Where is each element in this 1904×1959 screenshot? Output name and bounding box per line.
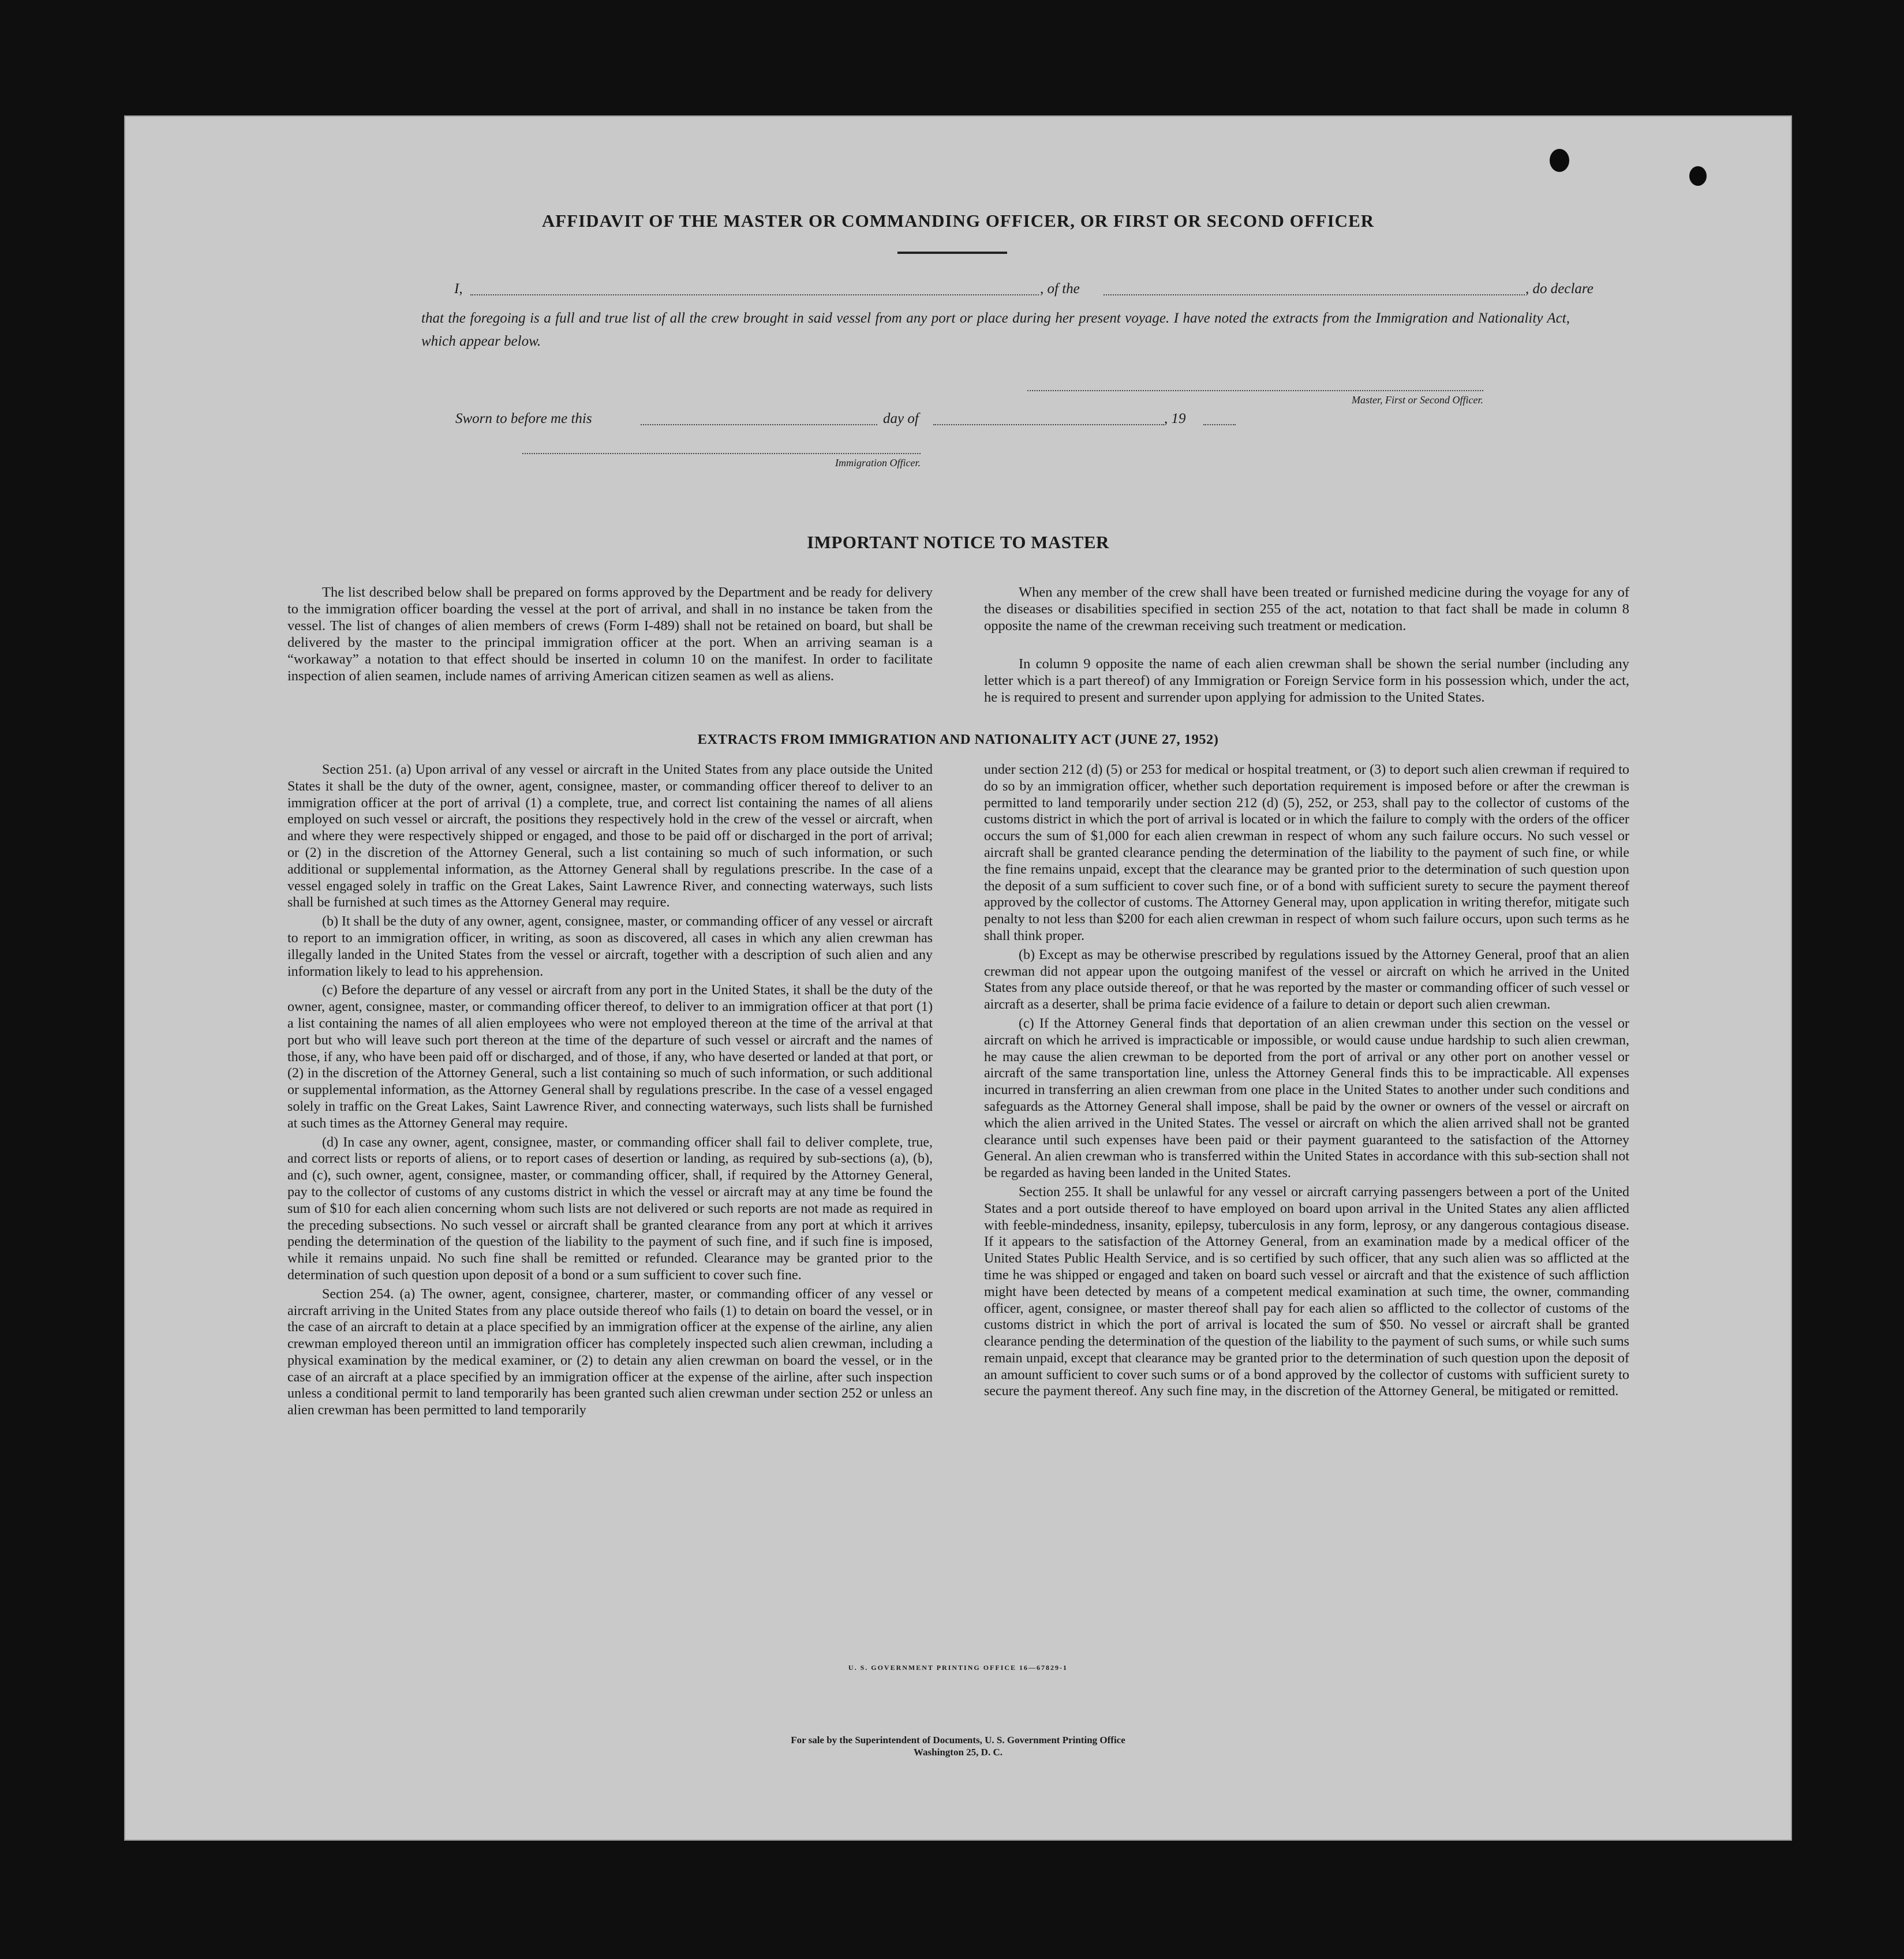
- sworn-day-field: [641, 424, 877, 425]
- section-251-b: (b) It shall be the duty of any owner, agent, consignee, master, or commanding officer of any vessel or aircraft to report to an immigration officer, in writing, as soon as discovered, all cases in which any alien crewman has illegally landed in the United States from the vessel or aircraft, together with a description of such alien and any information likely to lead to his apprehension.: [287, 914, 933, 979]
- notice-right-paragraph-1: When any member of the crew shall have been treated or furnished medicine during the voyage for any of the diseases or disabilities specified in section 255 of the act, notation to that fact shall be made in column 8 opposite the name of the crewman receiving such treatment or medication.: [984, 585, 1629, 634]
- sworn-month-field: [933, 424, 1164, 425]
- section-254-c: (c) If the Attorney General finds that deportation of an alien crewman under this section on the vessel or aircraft on which he arrived is impracticable or impossible, or would cause undue hardship to such alien crewman, he may cause the alien crewman to be deported from the port of arrival or any other port on another vessel or aircraft of the same transportation line, unless the Attorney General finds this to be impracticable. All expenses incurred in transferring an alien crewman from one place in the United States to another under such conditions and safeguards as the Attorney General shall impose, shall be paid by the owner or owners of the vessel or aircraft on which the alien arrived in the United States. The vessel or aircraft on which the alien arrived shall not be granted clearance until such expenses have been paid or their payment guaranteed to the satisfaction of the Attorney General. An alien crewman who is transferred within the United States in accordance with this sub-section shall not be regarded as having been landed in the United States.: [984, 1016, 1629, 1181]
- officer-signature-line: [522, 453, 921, 454]
- sale-notice: [124, 1734, 1792, 1758]
- extracts-title: EXTRACTS FROM IMMIGRATION AND NATIONALITY ACT (JUNE 27, 1952): [697, 732, 1219, 747]
- day-of-label: day of: [883, 411, 919, 426]
- declaration-text: that the foregoing is a full and true list of all the crew brought in said vessel from any port or place during her present voyage. I have noted the extracts from the Immigration and Nationality Act, which appear below.: [421, 310, 1570, 349]
- notice-right-paragraph-2: In column 9 opposite the name of each alien crewman shall be shown the serial number (including any letter which is a part thereof) of any Immigration or Foreign Service form in his possession which, under the act, he is required to present and surrender upon applying for admission to the United States.: [984, 656, 1629, 705]
- section-251-a: Section 251. (a) Upon arrival of any vessel or aircraft in the United States from any place outside the United States it shall be the duty of the owner, agent, consignee, master, or commanding officer thereof to deliver to an immigration officer at the port of arrival (1) a complete, true, and correct list containing the names of all aliens employed on such vessel or aircraft, the positions they respectively hold in the crew of the vessel or aircraft, when and where they were respectively shipped or engaged, and those to be paid off or discharged in the port of arrival; or (2) in the discretion of the Attorney General, such a list containing so much of such information, or such additional or supplemental information, as the Attorney General shall by regulations prescribe. In the case of a vessel engaged solely in traffic on the Great Lakes, Saint Lawrence River, and connecting waterways, such lists shall be furnished at such times as the Attorney General may require.: [287, 762, 933, 911]
- printing-office-imprint: U. S. GOVERNMENT PRINTING OFFICE 16—67829-1: [848, 1664, 1068, 1672]
- vessel-name-field: [1104, 294, 1525, 295]
- section-251-d: (d) In case any owner, agent, consignee, master, or commanding officer shall fail to deliver complete, true, and correct lists or reports of aliens, or to report cases of desertion or landing, as required by sub-sections (a), (b), and (c), such owner, agent, consignee, master, or commanding officer, shall, if required by the Attorney General, pay to the collector of customs of any customs district in which the vessel or aircraft may at any time be found the sum of $10 for each alien concerning whom such lists are not delivered or such reports are not made as required in the preceding subsections. No such vessel or aircraft shall be granted clearance from any port at which it arrives pending the determination of the question of the liability to the payment of such fine, and if such fine is imposed, while it remains unpaid. No such fine shall be remitted or refunded. Clearance may be granted prior to the determination of such question upon deposit of a bond or a sum sufficient to cover such fine.: [287, 1134, 933, 1283]
- section-251-c: (c) Before the departure of any vessel or aircraft from any port in the United States, it shall be the duty of the owner, agent, consignee, master, or commanding officer thereof, to deliver to an immigration officer at that port (1) a list containing the names of all alien employees who were not employed thereon at the time of the arrival at that port but who will leave such port thereon at the time of the departure of such vessel or aircraft and the names of those, if any, who have been paid off or discharged, and of those, if any, who have deserted or landed at that port, or (2) in the discretion of the Attorney General, such a list containing so much of such information, or such additional or supplemental information, as the Attorney General shall by regulations prescribe. In the case of a vessel engaged solely in traffic on the Great Lakes, Saint Lawrence River, and connecting waterways, such lists shall be furnished at such times as the Attorney General may require.: [287, 983, 933, 1131]
- section-254-a: Section 254. (a) The owner, agent, consignee, charterer, master, or commanding officer of any vessel or aircraft arriving in the United States from any place outside thereof who fails (1) to detain on board the vessel, or in the case of an aircraft to detain at a place specified by an immigration officer at the expense of the airline, any alien crewman employed thereon until an immigration officer has completely inspected such alien crewman, including a physical examination by the medical examiner, or (2) to detain any alien crewman on board the vessel, or in the case of an aircraft at a place specified by an immigration officer at the expense of the airline, after such inspection unless a conditional permit to land temporarily has been granted such alien crewman under section 252 or unless an alien crewman has been permitted to land temporarily: [287, 1286, 933, 1418]
- section-254-b: (b) Except as may be otherwise prescribed by regulations issued by the Attorney General, proof that an alien crewman did not appear upon the outgoing manifest of the vessel or aircraft on which he arrived in the United States from any place outside thereof, or that he was reported by the master or commanding officer of such vessel or aircraft as a deserter, shall be prima facie evidence of a failure to detain or deport such alien crewman.: [984, 947, 1629, 1013]
- section-255: Section 255. It shall be unlawful for any vessel or aircraft carrying passengers between a port of the United States and a port outside thereof to have employed on board upon arrival in the United States any alien afflicted with feeble-mindedness, insanity, epilepsy, tuberculosis in any form, leprosy, or any dangerous contagious disease. If it appears to the satisfaction of the Attorney General, from an examination made by a medical officer of the United States Public Health Service, and is so certified by such officer, that any such alien was so afflicted at the time he was shipped or engaged and taken on board such vessel or aircraft and that the existence of such affliction might have been detected by means of a competent medical examination at such time, the owner, commanding officer, agent, consignee, or master thereof shall pay for each alien so afflicted to the collector of customs of the customs district in which the port of arrival is located the sum of $50. No vessel or aircraft shall be granted clearance pending the determination of the question of the liability to the payment of such sums, or while such sums remain unpaid, except that clearance may be granted prior to the determination of such question upon the deposit of an amount sufficient to cover such sums or of a bond approved by the collector of customs with sufficient surety to secure the payment thereof. Any such fine may, in the discretion of the Attorney General, be mitigated or remitted.: [984, 1184, 1629, 1399]
- sworn-year-field: [1203, 424, 1236, 425]
- affidavit-title: AFFIDAVIT OF THE MASTER OR COMMANDING OFFICER, OR FIRST OR SECOND OFFICER: [541, 211, 1375, 231]
- punch-hole-mark: [1689, 166, 1707, 186]
- notice-title: IMPORTANT NOTICE TO MASTER: [807, 532, 1109, 552]
- section-254-a-continued: under section 212 (d) (5) or 253 for medical or hospital treatment, or (3) to deport such alien crewman if required to do so by an immigration officer, whether such deportation requirement is imposed before or after the crewman is permitted to land temporarily under section 212 (d) (5), 252, or 253, shall pay to the collector of customs of the customs district in which the port of arrival is located or in which the failure to comply with the orders of the officer occurs the sum of $1,000 for each alien crewman in respect of whom any such failure occurs. No such vessel or aircraft shall be granted clearance pending the determination of the liability to the payment of such fine, or while the fine remains unpaid, except that the clearance may be granted prior to the determination of such question upon the deposit of a sum sufficient to cover such fine, or of a bond with sufficient surety to secure the payment thereof approved by the collector of customs. The Attorney General may, upon application in writing therefor, mitigate such penalty to not less than $200 for each alien crewman in respect of whom such failure occurs, upon such terms as he shall think proper.: [984, 762, 1629, 943]
- sale-notice-line-1: For sale by the Superintendent of Documents, U. S. Government Printing Office: [791, 1735, 1125, 1746]
- do-declare-label: , do declare: [1525, 281, 1593, 297]
- title-rule: [897, 252, 1007, 254]
- master-signature-line: [1027, 390, 1483, 391]
- officer-signature-label: Immigration Officer.: [835, 457, 921, 469]
- sale-notice-line-2: Washington 25, D. C.: [914, 1747, 1003, 1758]
- punch-hole-mark: [1550, 149, 1569, 172]
- extracts-left-column: [287, 762, 933, 1421]
- notice-left-paragraph: The list described below shall be prepared on forms approved by the Department and be ready for delivery to the immigration officer boarding the vessel at the port of arrival, and shall in no instance be taken from the vessel. The list of changes of alien members of crews (Form I-489) shall not be retained on board, but shall be delivered by the master to the principal immigration officer at the port. When an arriving seaman is a “workaway” a notation to that effect should be inserted in column 10 on the manifest. In order to facilitate inspection of alien seamen, include names of arriving American citizen seamen as well as aliens.: [287, 585, 933, 684]
- declarant-name-field: [470, 294, 1039, 295]
- master-signature-label: Master, First or Second Officer.: [1352, 394, 1483, 406]
- sworn-label: Sworn to before me this: [455, 411, 592, 426]
- year-label: , 19: [1164, 411, 1186, 426]
- extracts-right-column: [984, 762, 1629, 1402]
- declarant-prefix: I,: [454, 281, 463, 297]
- of-the-label: , of the: [1040, 281, 1080, 297]
- document-sheet: [124, 115, 1792, 1841]
